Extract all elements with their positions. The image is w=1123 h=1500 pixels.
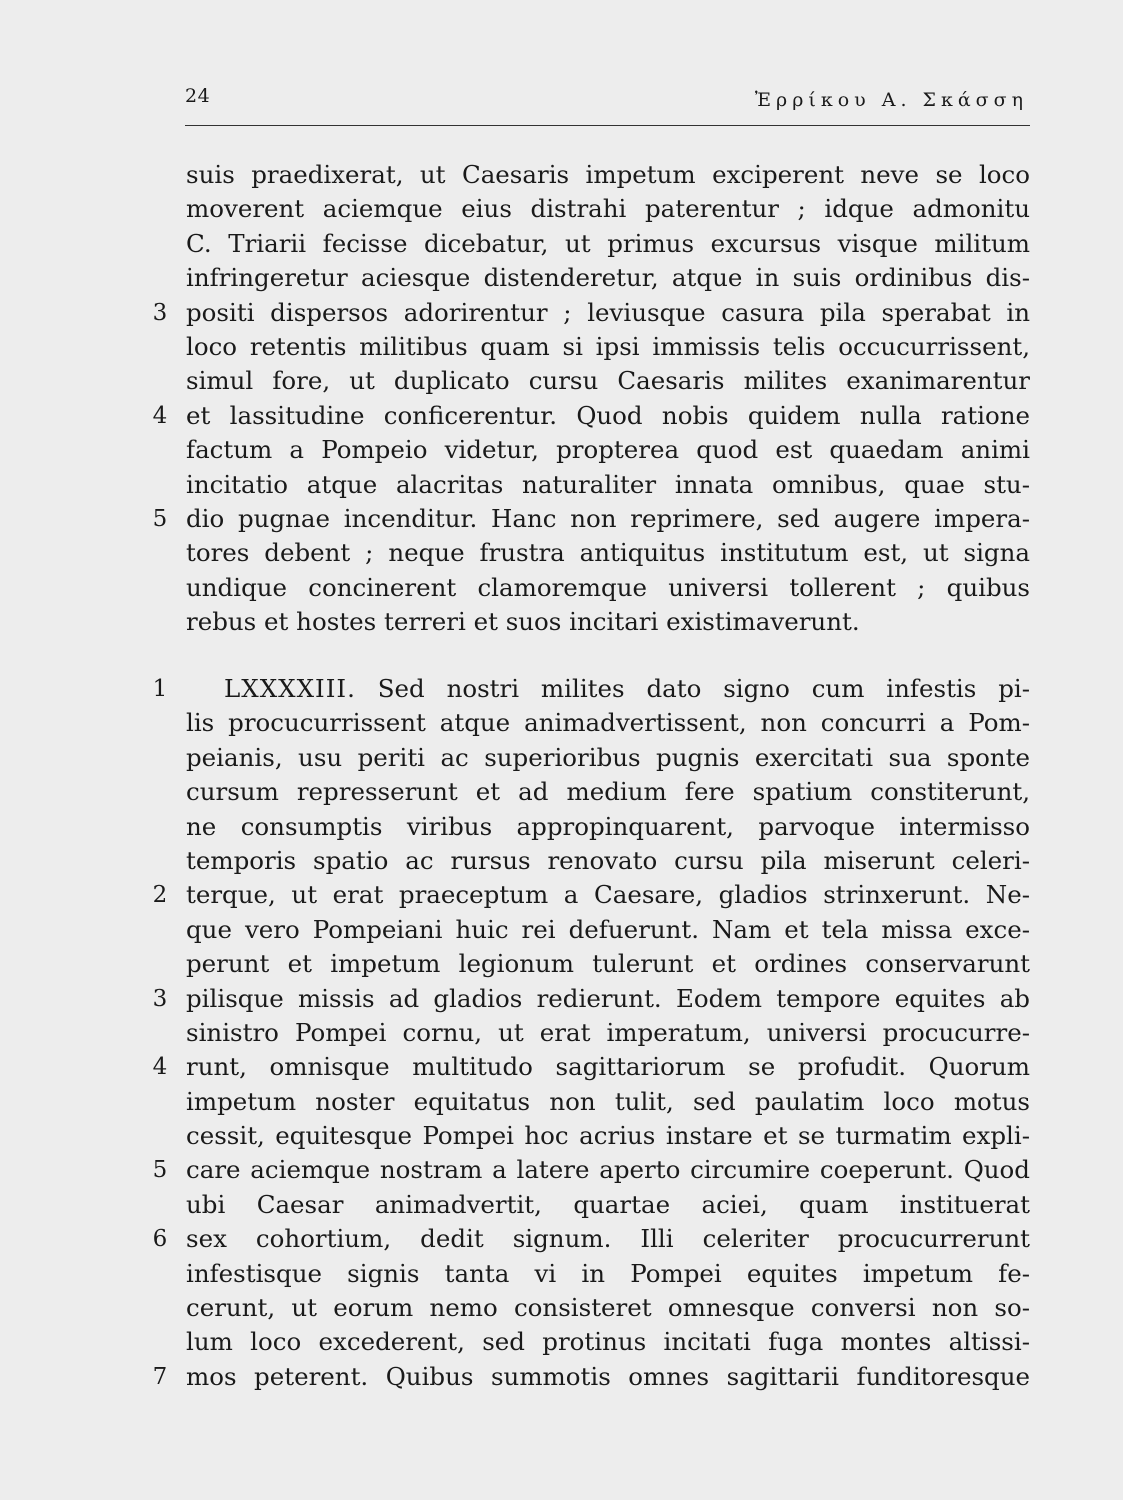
chapter-number: LXXXXIII. — [224, 674, 356, 703]
line-text: sex cohortium, dedit signum. Illi celeriter procucurrerunt — [186, 1224, 1030, 1254]
text-line — [140, 1360, 1040, 1394]
page-number: 24 — [185, 85, 211, 107]
line-text: que vero Pompeiani huic rei defuerunt. Nam et tela missa exce- — [186, 914, 1030, 944]
text-line — [140, 296, 1040, 330]
text-line — [140, 913, 1040, 947]
line-text: C. Triarii fecisse dicebatur, ut primus excursus visque militum — [186, 228, 1030, 258]
running-head: Ἐρρίκου Α. Σκάσση — [754, 89, 1028, 111]
line-text: pilisque missis ad gladios redierunt. Eodem tempore equites ab — [186, 983, 1030, 1013]
text-line — [140, 1016, 1040, 1050]
line-number: 3 — [152, 299, 168, 326]
line-number: 5 — [152, 505, 168, 532]
text-line — [140, 810, 1040, 844]
line-number: 1 — [152, 676, 168, 702]
page-header — [185, 85, 1030, 126]
text-line — [140, 364, 1040, 398]
text-line — [140, 741, 1040, 775]
line-text: cerunt, ut eorum nemo consisteret omnesque conversi non so- — [186, 1293, 1030, 1323]
line-text: peianis, usu periti ac superioribus pugnis exercitati sua sponte — [186, 742, 1030, 772]
text-line — [140, 261, 1040, 295]
line-text: sinistro Pompei cornu, ut erat imperatum, universi procucurre- — [186, 1017, 1030, 1047]
text-block-ch83 — [140, 672, 1040, 1394]
text-line — [140, 844, 1040, 878]
text-line — [140, 468, 1040, 502]
line-number: 5 — [152, 1157, 168, 1184]
line-text: perunt et impetum legionum tulerunt et ordines conservarunt — [186, 949, 1030, 979]
line-text: suis praedixerat, ut Caesaris impetum exciperent neve se loco — [186, 160, 1030, 189]
text-line — [140, 878, 1040, 912]
line-text-rest: Sed nostri milites dato signo cum infestis pi- — [377, 674, 1030, 703]
text-line — [140, 330, 1040, 364]
text-line — [140, 982, 1040, 1016]
text-line — [140, 1119, 1040, 1153]
line-number: 6 — [152, 1226, 168, 1253]
text-line — [140, 1085, 1040, 1119]
text-line — [140, 536, 1040, 570]
line-text: infestisque signis tanta vi in Pompei equites impetum fe- — [186, 1258, 1030, 1288]
line-text: incitatio atque alacritas naturaliter innata omnibus, quae stu- — [186, 469, 1030, 499]
text-line — [140, 1188, 1040, 1222]
line-text: moverent aciemque eius distrahi paterentur ; idque admonitu — [186, 194, 1030, 224]
line-text: rebus et hostes terreri et suos incitari existimaverunt. — [186, 607, 860, 637]
line-text: lis procucurrissent atque animadvertissent, non concurri a Pom- — [186, 708, 1030, 738]
text-line — [140, 502, 1040, 536]
line-text: et lassitudine conficerentur. Quod nobis quidem nulla ratione — [186, 400, 1030, 430]
line-text: care aciemque nostram a latere aperto circumire coeperunt. Quod — [186, 1155, 1030, 1185]
text-line — [140, 399, 1040, 433]
line-number: 3 — [152, 985, 168, 1012]
line-text: ne consumptis viribus appropinquarent, parvoque intermisso — [186, 811, 1030, 841]
line-text: lum loco excederent, sed protinus incitati fuga montes altissi- — [186, 1327, 1030, 1357]
text-line — [140, 672, 1040, 706]
line-text: cursum represserunt et ad medium fere spatium constiterunt, — [186, 777, 1030, 807]
text-line — [140, 775, 1040, 809]
text-line — [140, 433, 1040, 467]
line-text — [224, 672, 1030, 706]
text-line — [140, 1050, 1040, 1084]
line-text: temporis spatio ac rursus renovato cursu pila miserunt celeri- — [186, 845, 1030, 875]
line-text: positi dispersos adorirentur ; leviusque casura pila sperabat in — [186, 297, 1030, 327]
line-number: 4 — [152, 1054, 168, 1081]
text-line — [140, 1257, 1040, 1291]
line-text: loco retentis militibus quam si ipsi immissis telis occucurrissent, — [186, 331, 1030, 361]
text-block-ch82 — [140, 158, 1040, 639]
text-line — [140, 571, 1040, 605]
text-line — [140, 192, 1040, 226]
text-line — [140, 947, 1040, 981]
line-text: infringeretur aciesque distenderetur, atque in suis ordinibus dis- — [186, 263, 1030, 293]
line-text: simul fore, ut duplicato cursu Caesaris milites exanimarentur — [186, 366, 1030, 396]
text-line — [140, 1291, 1040, 1325]
line-text: impetum noster equitatus non tulit, sed paulatim loco motus — [186, 1086, 1030, 1116]
line-number: 4 — [152, 402, 168, 429]
text-line — [140, 227, 1040, 261]
line-text: ubi Caesar animadvertit, quartae aciei, quam instituerat — [186, 1189, 1030, 1219]
line-number: 7 — [152, 1363, 168, 1390]
line-text: runt, omnisque multitudo sagittariorum se profudit. Quorum — [186, 1052, 1030, 1082]
line-text: tores debent ; neque frustra antiquitus institutum est, ut signa — [186, 538, 1030, 568]
line-text: mos peterent. Quibus summotis omnes sagittarii funditoresque — [186, 1361, 1030, 1391]
text-line — [140, 1222, 1040, 1256]
line-text: terque, ut erat praeceptum a Caesare, gladios strinxerunt. Ne- — [186, 880, 1030, 910]
text-line — [140, 1153, 1040, 1187]
text-line — [140, 706, 1040, 740]
line-text: factum a Pompeio videtur, propterea quod est quaedam animi — [186, 435, 1030, 465]
text-line — [140, 1325, 1040, 1359]
line-number: 2 — [152, 882, 168, 909]
line-text: cessit, equitesque Pompei hoc acrius instare et se turmatim expli- — [186, 1121, 1030, 1151]
text-line — [140, 158, 1040, 192]
line-text: undique concinerent clamoremque universi tollerent ; quibus — [186, 572, 1030, 602]
line-text: dio pugnae incenditur. Hanc non reprimere, sed augere impera- — [186, 503, 1030, 533]
text-line — [140, 605, 1040, 639]
